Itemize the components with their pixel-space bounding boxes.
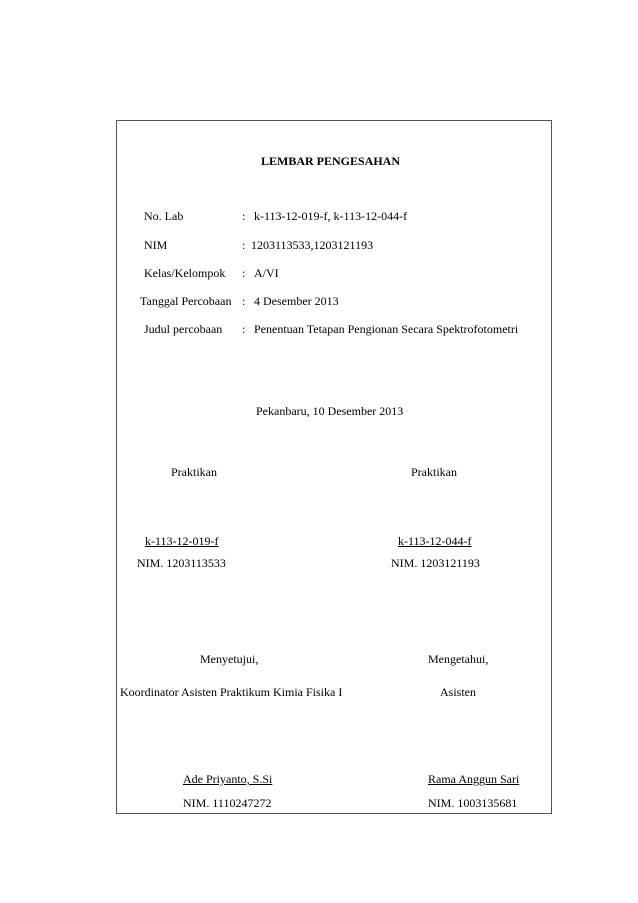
approval-left-nim: NIM. 1110247272 [183, 796, 272, 810]
praktikan-left-role: Praktikan [171, 465, 217, 479]
field-label-kelas: Kelas/Kelompok [144, 266, 226, 280]
field-label-tanggal: Tanggal Percobaan [140, 294, 232, 308]
praktikan-left-name: k-113-12-019-f [145, 534, 219, 548]
approval-right-heading: Mengetahui, [428, 652, 489, 666]
praktikan-right-nim: NIM. 1203121193 [391, 556, 480, 570]
field-value-nim: 1203113533,1203121193 [251, 238, 374, 252]
page-title: LEMBAR PENGESAHAN [261, 154, 401, 168]
field-label-nim: NIM [144, 238, 168, 252]
field-sep-tanggal: : [242, 294, 246, 308]
approval-left-name: Ade Priyanto, S.Si [183, 772, 273, 786]
field-value-tanggal: 4 Desember 2013 [254, 294, 339, 308]
field-value-kelas: A/VI [254, 266, 279, 280]
field-label-no-lab: No. Lab [144, 209, 184, 223]
praktikan-right-role: Praktikan [411, 465, 457, 479]
praktikan-right-name: k-113-12-044-f [398, 534, 472, 548]
approval-left-position: Koordinator Asisten Praktikum Kimia Fisika I [120, 685, 343, 699]
approval-right-name: Rama Anggun Sari [428, 772, 520, 786]
praktikan-left-nim: NIM. 1203113533 [137, 556, 226, 570]
approval-left-heading: Menyetujui, [200, 652, 259, 666]
field-value-no-lab: k-113-12-019-f, k-113-12-044-f [254, 209, 408, 223]
approval-right-position: Asisten [440, 685, 476, 699]
approval-right-nim: NIM. 1003135681 [428, 796, 518, 810]
field-sep-no-lab: : [242, 209, 246, 223]
field-sep-kelas: : [242, 266, 246, 280]
field-sep-judul: : [242, 322, 246, 336]
field-label-judul: Judul percobaan [144, 322, 223, 336]
field-value-judul: Penentuan Tetapan Pengionan Secara Spektrofotometri [254, 322, 519, 336]
place-date: Pekanbaru, 10 Desember 2013 [256, 404, 404, 418]
field-sep-nim: : [242, 238, 246, 252]
